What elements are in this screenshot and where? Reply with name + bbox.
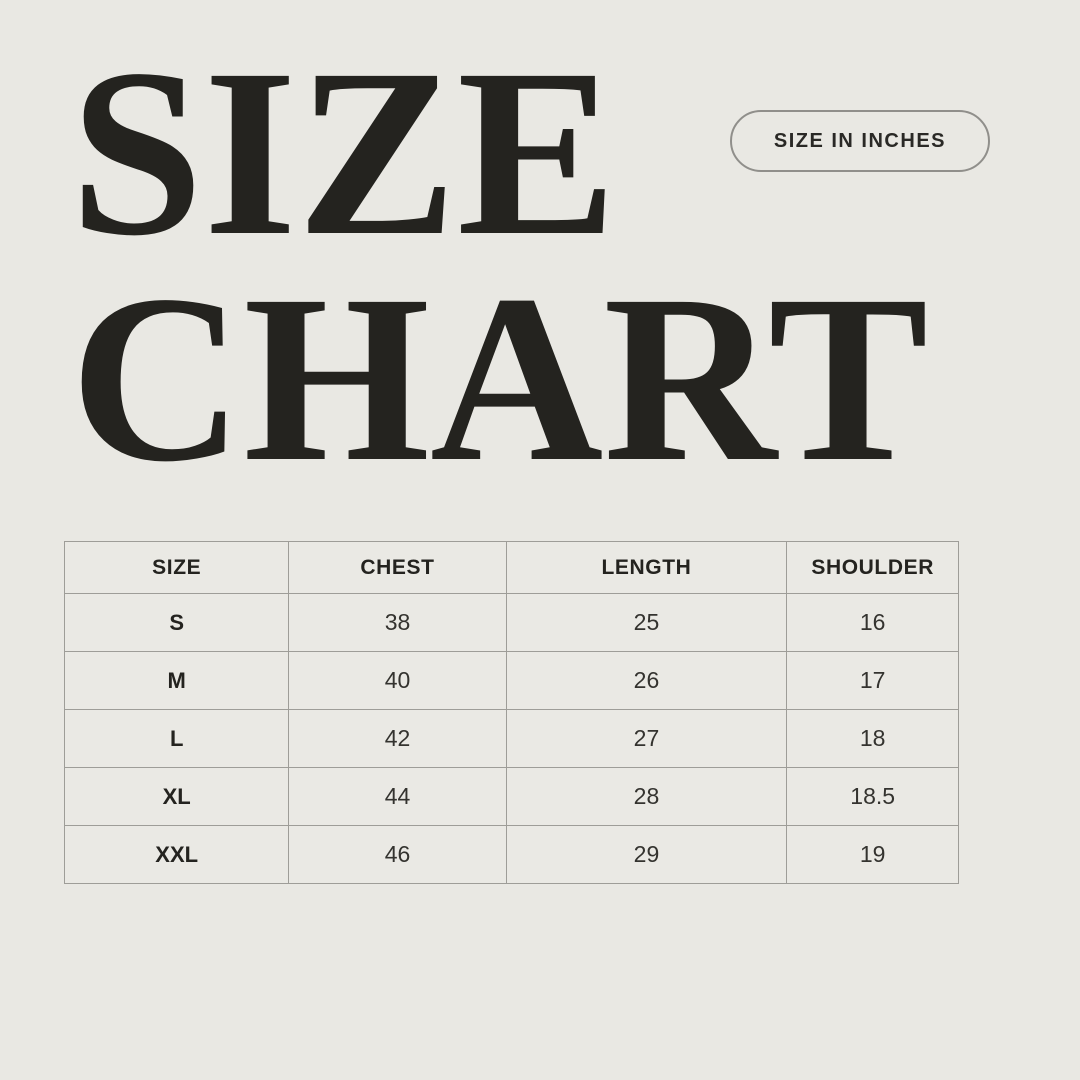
column-header-shoulder: SHOULDER [787, 542, 959, 594]
measurement-cell: 42 [289, 710, 506, 768]
page-title-line2: CHART [70, 244, 929, 511]
column-header-size: SIZE [65, 542, 289, 594]
measurement-cell: 18.5 [787, 768, 959, 826]
measurement-cell: 28 [506, 768, 787, 826]
column-header-chest: CHEST [289, 542, 506, 594]
size-unit-badge-label: SIZE IN INCHES [773, 129, 946, 152]
size-label-cell: XXL [65, 826, 289, 884]
size-table-header-row [65, 542, 959, 594]
table-row-l [65, 710, 959, 768]
page-title-line1: SIZE [70, 19, 618, 285]
size-label-cell: S [65, 594, 289, 652]
column-header-length: LENGTH [506, 542, 787, 594]
measurement-cell: 27 [506, 710, 787, 768]
table-row-m [65, 652, 959, 710]
measurement-cell: 17 [787, 652, 959, 710]
size-label-cell: L [65, 710, 289, 768]
size-table-body [65, 594, 959, 884]
measurement-cell: 26 [506, 652, 787, 710]
size-table-head [65, 542, 959, 594]
table-row-xl [65, 768, 959, 826]
measurement-cell: 46 [289, 826, 506, 884]
measurement-cell: 40 [289, 652, 506, 710]
size-label-cell: M [65, 652, 289, 710]
size-label-cell: XL [65, 768, 289, 826]
measurement-cell: 44 [289, 768, 506, 826]
page-title [70, 19, 929, 511]
measurement-cell: 25 [506, 594, 787, 652]
table-row-s [65, 594, 959, 652]
size-table [64, 541, 959, 884]
measurement-cell: 38 [289, 594, 506, 652]
table-row-xxl [65, 826, 959, 884]
size-unit-badge [730, 110, 990, 172]
measurement-cell: 19 [787, 826, 959, 884]
measurement-cell: 18 [787, 710, 959, 768]
measurement-cell: 16 [787, 594, 959, 652]
measurement-cell: 29 [506, 826, 787, 884]
